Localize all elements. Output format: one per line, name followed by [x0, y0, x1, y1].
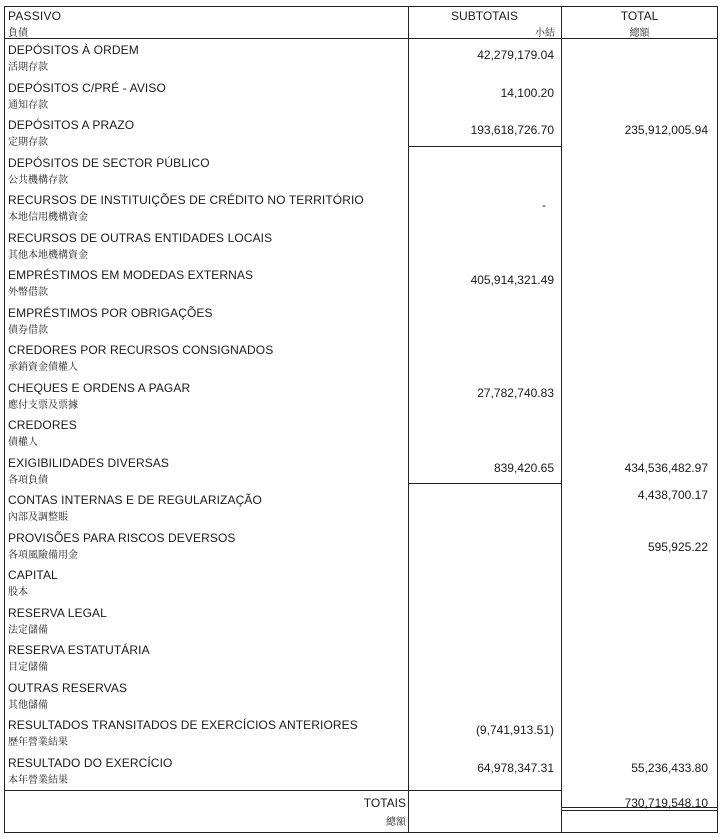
row-label-zh: 其他儲備 [8, 699, 48, 711]
table-header [4, 6, 718, 38]
table-row [4, 453, 718, 491]
header-subtotals-zh: 小結 [535, 28, 555, 39]
table-row [4, 153, 718, 191]
row-subtotal: 193,618,726.70 [470, 123, 554, 137]
row-label-zh: 其他本地機構資金 [8, 249, 88, 261]
row-label-zh: 本地信用機構資金 [8, 212, 88, 223]
row-label-pt: CONTAS INTERNAS E DE REGULARIZAÇÃO [8, 493, 262, 507]
row-label-pt: PROVISÕES PARA RISCOS DEVERSOS [8, 530, 236, 545]
row-subtotal: 405,914,321.49 [470, 273, 554, 287]
row-total: 434,536,482.97 [624, 460, 708, 475]
row-total: 235,912,005.94 [624, 123, 708, 137]
table-row [4, 490, 718, 528]
header-passivo-zh: 負債 [8, 28, 28, 39]
table-bottom-border [4, 832, 718, 833]
row-label-pt: RECURSOS DE INSTITUIÇÕES DE CRÉDITO NO TERRITÓRIO [8, 193, 364, 207]
table-row [4, 340, 718, 378]
row-label-pt: RESERVA LEGAL [8, 605, 107, 620]
table-row [4, 678, 718, 716]
row-label-pt: DEPÓSITOS DE SECTOR PÚBLICO [8, 155, 210, 170]
table-row [4, 190, 718, 228]
row-label-zh: 各項負債 [8, 474, 48, 486]
row-label-pt: RECURSOS DE OUTRAS ENTIDADES LOCAIS [8, 230, 273, 245]
row-label-pt: EXIGIBILIDADES DIVERSAS [8, 455, 170, 470]
header-subtotals-label: SUBTOTAIS [451, 9, 518, 23]
table-row [4, 753, 718, 791]
header-passivo-label: PASSIVO [8, 9, 62, 23]
row-label-zh: 內部及調整賬 [8, 512, 68, 523]
table-row [4, 528, 718, 566]
header-total-zh: 總額 [629, 28, 650, 39]
table-row [4, 415, 718, 453]
table-row [4, 715, 718, 753]
row-label-pt: RESULTADO DO EXERCÍCIO [8, 755, 173, 770]
row-label-pt: RESERVA ESTATUTÁRIA [8, 643, 150, 657]
table-row [4, 378, 718, 416]
row-label-pt: OUTRAS RESERVAS [8, 680, 128, 695]
row-label-zh: 通知存款 [8, 99, 48, 111]
row-label-zh: 目定儲備 [8, 662, 48, 673]
row-label-zh: 歷年營業結果 [8, 737, 68, 748]
row-label-zh: 應付支票及票據 [8, 399, 78, 411]
row-label-zh: 公共機構存款 [8, 174, 68, 186]
totals-row [4, 790, 718, 832]
table-row [4, 565, 718, 603]
row-label-pt: RESULTADOS TRANSITADOS DE EXERCÍCIOS ANTERIORES [8, 718, 358, 732]
row-subtotal: 839,420.65 [493, 460, 554, 475]
row-subtotal: (9,741,913.51) [475, 723, 554, 737]
row-label-pt: DEPÓSITOS À ORDEM [8, 43, 139, 57]
liabilities-table [4, 6, 718, 833]
row-subtotal: - [542, 198, 546, 212]
row-label-zh: 股本 [8, 587, 28, 598]
table-row [4, 115, 718, 153]
row-label-pt: EMPRÉSTIMOS POR OBRIGAÇÕES [8, 305, 213, 320]
row-subtotal: 64,978,347.31 [477, 760, 554, 775]
row-subtotal: 42,279,179.04 [477, 48, 554, 62]
table-row [4, 603, 718, 641]
table-row [4, 640, 718, 678]
row-label-pt: EMPRÉSTIMOS EM MODEDAS EXTERNAS [8, 268, 254, 282]
row-total: 595,925.22 [647, 539, 708, 554]
row-label-zh: 外幣借款 [8, 287, 48, 298]
row-subtotal: 14,100.20 [500, 85, 554, 100]
table-row [4, 40, 718, 78]
row-label-pt: DEPÓSITOS C/PRÉ - AVISO [8, 80, 166, 95]
row-label-pt: CHEQUES E ORDENS A PAGAR [8, 380, 191, 395]
row-label-zh: 本年營業結果 [8, 774, 68, 786]
table-row [4, 265, 718, 303]
grand-total-value: 730,719,548.10 [624, 796, 708, 810]
row-label-pt: CAPITAL [8, 568, 58, 582]
row-label-zh: 活期存款 [8, 62, 48, 73]
totals-label-zh: 總額 [386, 817, 406, 828]
row-label-zh: 債券借款 [8, 324, 48, 336]
row-label-pt: CREDORES [8, 418, 77, 432]
row-label-zh: 定期存款 [8, 137, 48, 148]
row-label-pt: DEPÓSITOS A PRAZO [8, 118, 135, 132]
row-subtotal: 27,782,740.83 [477, 385, 554, 400]
table-row [4, 303, 718, 341]
row-total: 4,438,700.17 [637, 488, 708, 502]
row-label-zh: 承銷資金債權人 [8, 362, 78, 373]
row-label-zh: 債權人 [8, 437, 38, 448]
row-label-pt: CREDORES POR RECURSOS CONSIGNADOS [8, 343, 274, 357]
row-label-zh: 法定儲備 [8, 624, 48, 636]
row-total: 55,236,433.80 [631, 760, 708, 775]
table-row [4, 228, 718, 266]
row-label-zh: 各項風險備用金 [8, 549, 78, 561]
table-row [4, 78, 718, 116]
header-total-label: TOTAL [620, 9, 659, 23]
totals-label: TOTAIS [363, 796, 406, 810]
